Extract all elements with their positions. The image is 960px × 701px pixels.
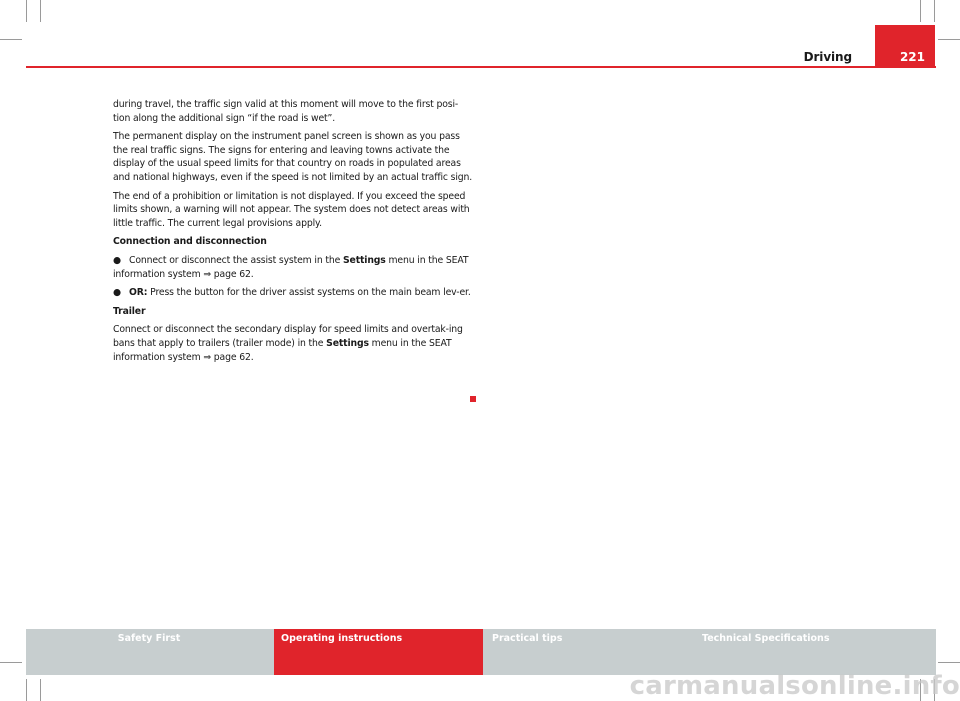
header-rule bbox=[26, 66, 936, 68]
crop-mark bbox=[938, 39, 960, 40]
crop-mark bbox=[934, 0, 935, 22]
bullet-text: menu in the SEAT information system ⇒ page 62. bbox=[113, 254, 469, 280]
crop-mark bbox=[40, 0, 41, 22]
crop-mark bbox=[26, 679, 27, 701]
footer-tab-operating-instructions[interactable] bbox=[274, 629, 483, 675]
crop-mark bbox=[0, 662, 22, 663]
bullet-icon: ● bbox=[113, 254, 121, 266]
footer-tab-label: Operating instructions bbox=[281, 633, 403, 644]
footer-tab-practical-tips[interactable] bbox=[485, 629, 694, 675]
crop-mark bbox=[920, 0, 921, 22]
section-title: Driving bbox=[803, 50, 852, 64]
footer-tab-label: Technical Specifications bbox=[702, 633, 830, 644]
crop-mark bbox=[26, 0, 27, 22]
settings-menu-term: Settings bbox=[326, 337, 369, 349]
watermark: carmanualsonline.info bbox=[629, 671, 960, 701]
bullet-text: Connect or disconnect the assist system in the bbox=[129, 254, 343, 266]
paragraph: The permanent display on the instrument panel screen is shown as you pass the real traffic signs. The signs for entering and leaving towns activate the display of the usual speed limits for that country on roads in populated areas and national highways, even if the speed is not limited by an actual traffic sign. bbox=[113, 131, 473, 183]
footer-tab-label: Safety First bbox=[117, 633, 181, 644]
bullet-item bbox=[113, 286, 473, 300]
crop-mark bbox=[938, 662, 960, 663]
bullet-icon: ● bbox=[113, 287, 121, 299]
paragraph-text: menu in the SEAT information system ⇒ page 62. bbox=[113, 337, 452, 363]
crop-mark bbox=[40, 679, 41, 701]
footer-tab-label: Practical tips bbox=[492, 633, 563, 644]
footer-tab-safety-first[interactable] bbox=[26, 629, 272, 675]
paragraph-text: Connect or disconnect the secondary display for speed limits and overtak-ing bans that apply to trailers (trailer mode) in the bbox=[113, 324, 463, 349]
crop-mark bbox=[0, 39, 22, 40]
or-term: OR: bbox=[129, 287, 148, 299]
section-heading-connection: Connection and disconnection bbox=[113, 236, 267, 248]
footer-tab-technical-specifications[interactable] bbox=[696, 629, 936, 675]
body-text bbox=[113, 98, 473, 369]
paragraph: The end of a prohibition or limitation is not displayed. If you exceed the speed limits shown, a warning will not appear. The system does not detect areas with little traffic. The current legal provisions apply. bbox=[113, 190, 470, 229]
paragraph bbox=[113, 323, 473, 364]
page-number-tab bbox=[875, 25, 935, 67]
paragraph: during travel, the traffic sign valid at this moment will move to the first posi-tion along the additional sign “if the road is wet”. bbox=[113, 99, 459, 124]
section-heading-trailer: Trailer bbox=[113, 305, 146, 317]
settings-menu-term: Settings bbox=[343, 254, 386, 266]
end-of-section-icon bbox=[470, 396, 476, 402]
bullet-text: Press the button for the driver assist systems on the main beam lev-er. bbox=[147, 287, 471, 299]
page-number: 221 bbox=[899, 50, 925, 64]
bullet-item bbox=[113, 254, 473, 281]
